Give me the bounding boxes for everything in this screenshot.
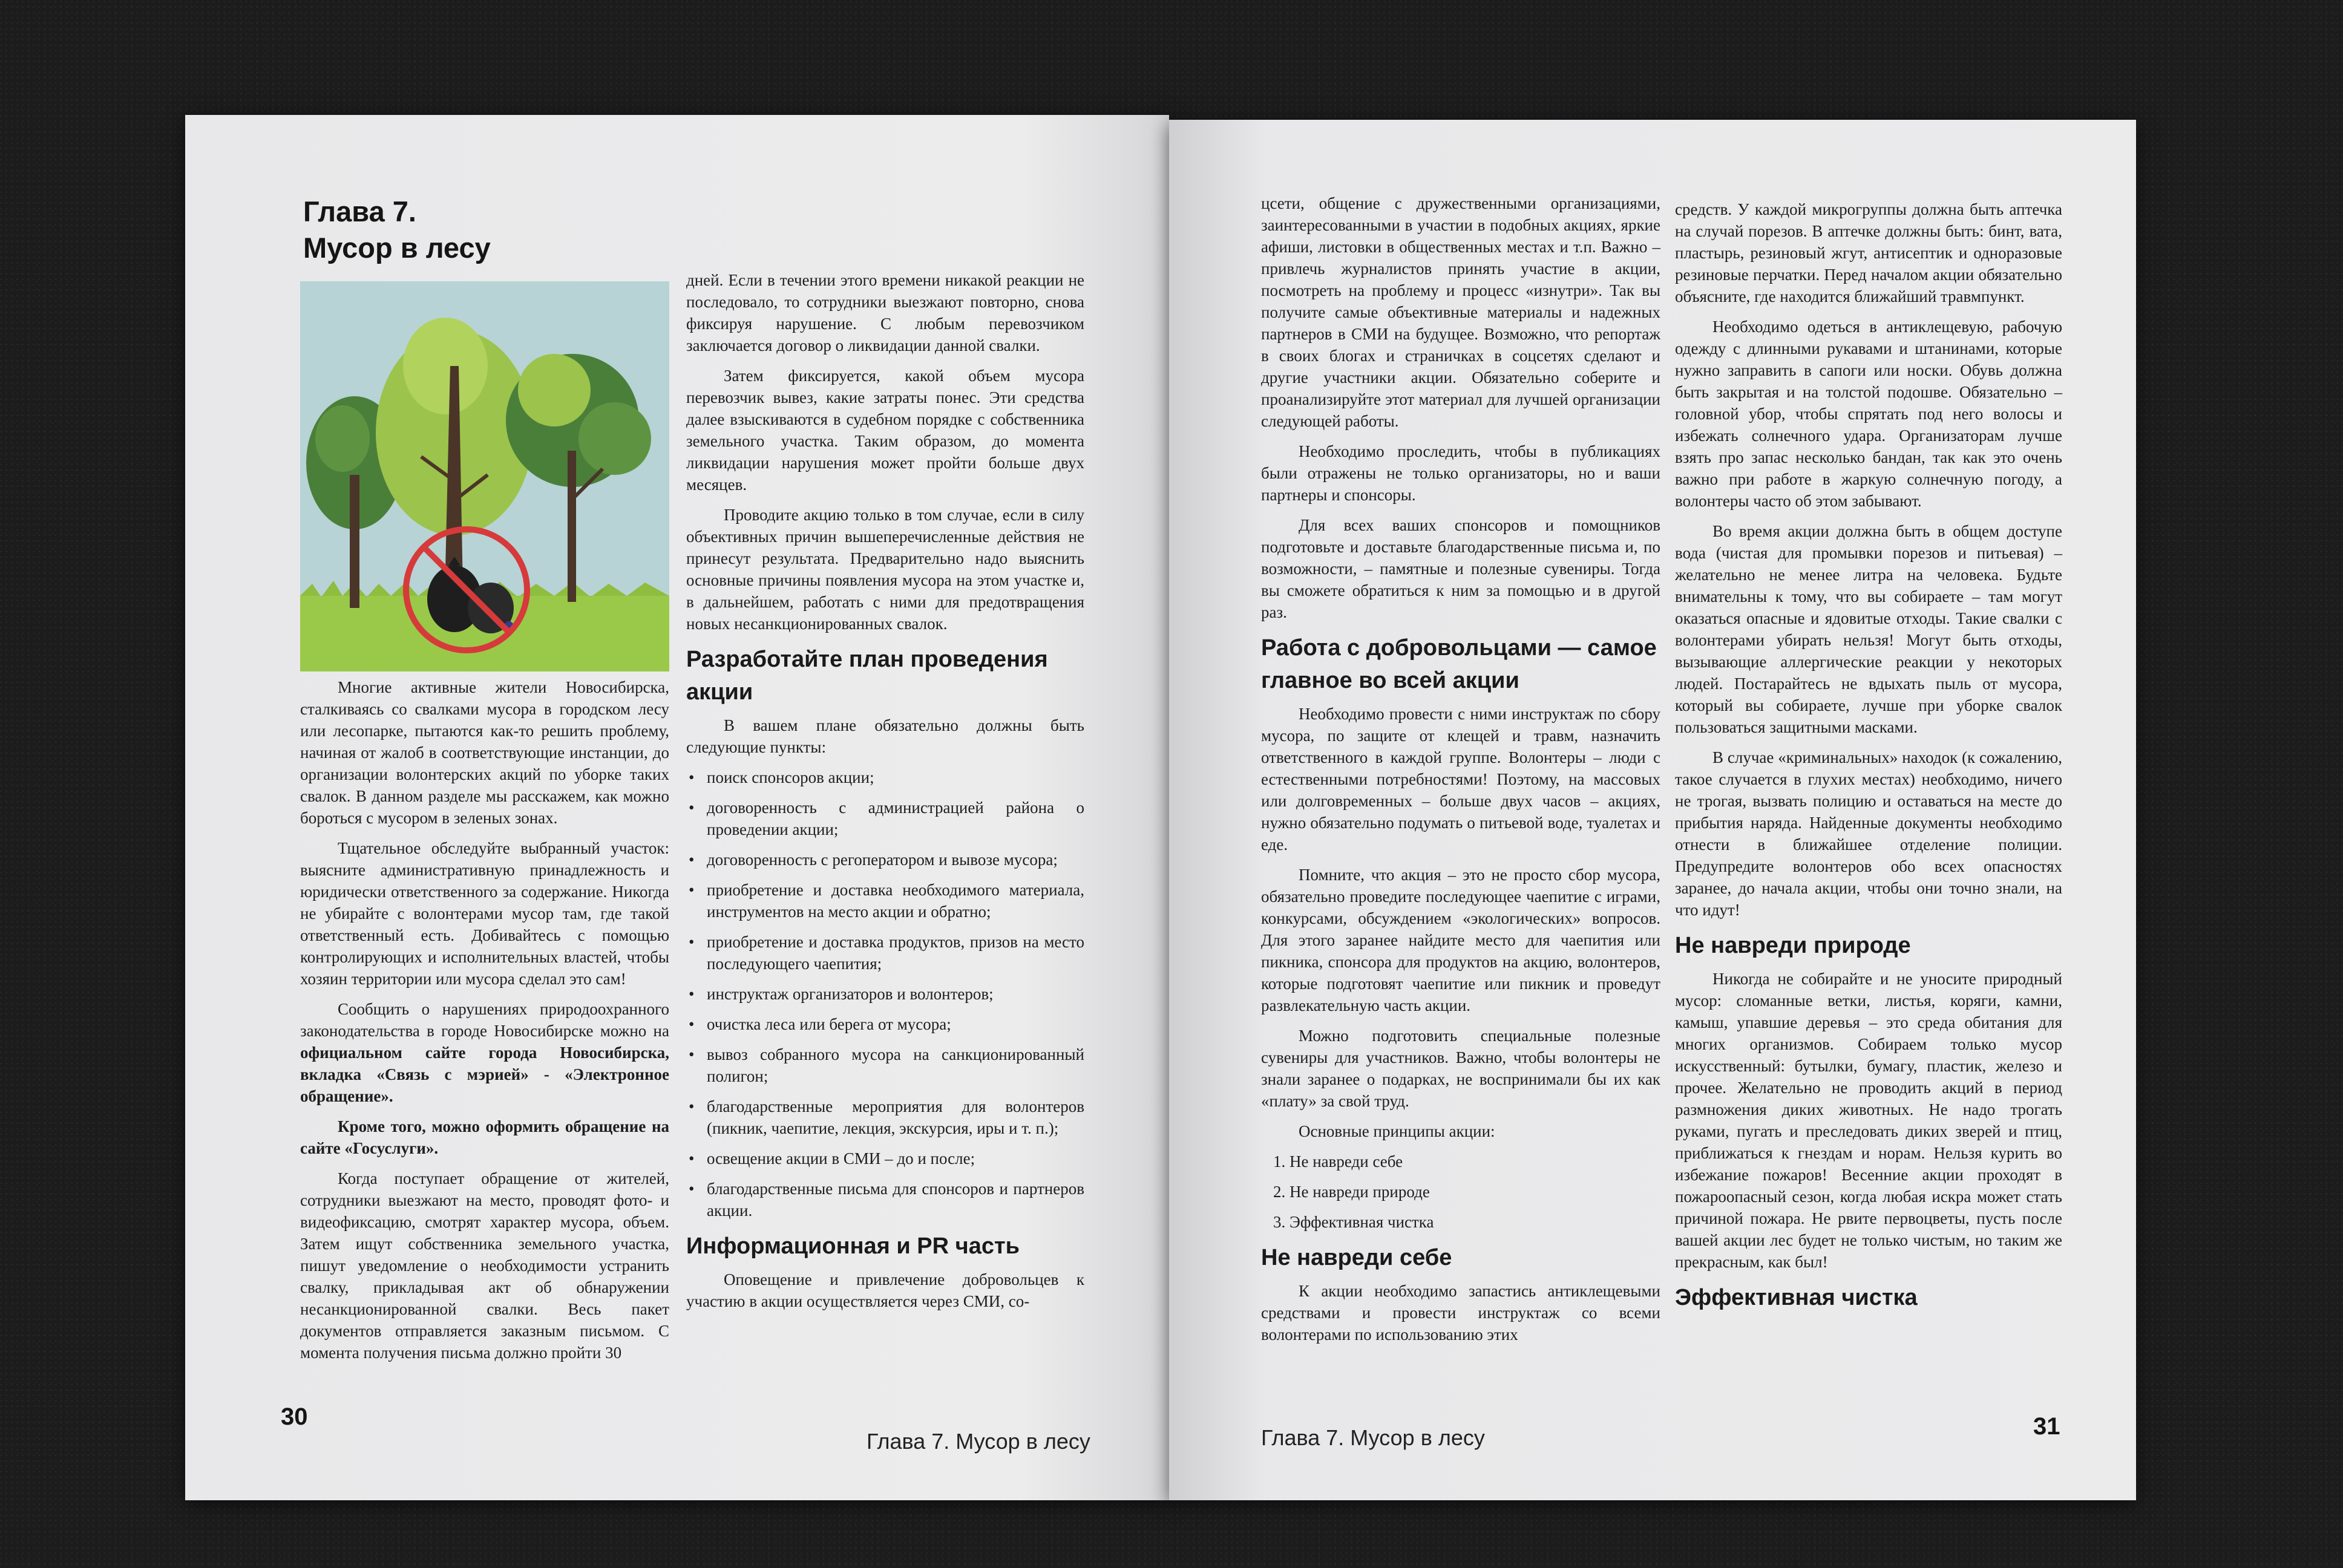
list-item: • освещение акции в СМИ – до и после; [686,1148,1084,1169]
paragraph: цсети, общение с дружественными организациями, заинтересованными в участии в подобных акциях, яркие афиши, листовки в общественных местах и т.п. Важно – привлечь журналистов принять участие в акции, посмотреть на проблему и процесс «изнутри». Так вы получите самые объективные материалы и надежных партнеров в СМИ на будущее. Возможно, что репортаж в своих блогах и страничках в соцсетях сделают и другие участники акции. Обязательно соберите и проанализируйте этот материал для лучшей организации следующей работы. [1261,194,1660,430]
section-heading: Эффективная чистка [1675,1285,1918,1310]
paragraph: В случае «криминальных» находок (к сожалению, такое случается в глухих местах) необходимо, ничего не трогая, вызвать полицию и оставаться на месте до прибытия наряда. Найденные документы необходимо отнести в ближайшее отделение полиции. Предупредите волонтеров обо всех опасностях заранее, до начала акции, чтобы они точно знали, на что идут! [1675,748,2062,919]
paragraph [300,998,669,1107]
paragraph: Оповещение и привлечение добровольцев к участию в акции осуществляется через СМИ, со- [686,1270,1084,1310]
list-item: • поиск спонсоров акции; [686,766,1084,788]
right-page-column-1 [1261,192,1660,1354]
page-number: 30 [281,1403,308,1430]
list-item: • приобретение и доставка необходимого материала, инструментов на место акции и обратно; [686,879,1084,923]
left-page-column-1 [300,676,669,1372]
list-item: • инструктаж организаторов и волонтеров; [686,983,1084,1005]
paragraph: Тщательное обследуйте выбранный участок: выясните административную принадлежность и юридически ответственного за содержание. Никогда не убирайте с волонтерами мусор там, где такой ответственный есть. Добивайтесь с помощью контролирующих и исполнительных властей, чтобы хозяин территории или мусора сделал это сам! [300,839,669,988]
running-head: Глава 7. Мусор в лесу [867,1429,1090,1454]
bold-link-text: официальном сайте города Новосибирска, вкладка «Связь с мэрией» - «Электронное обращение». [300,1044,669,1105]
list-item: • вывоз собранного мусора на санкционированный полигон; [686,1044,1084,1087]
list-item: • благодарственные мероприятия для волонтеров (пикник, чаепитие, лекция, экскурсия, иры и т. п.); [686,1096,1084,1139]
trees-no-garbage-illustration [300,281,669,671]
paragraph: Многие активные жители Новосибирска, сталкиваясь со свалками мусора в городском лесу или лесопарке, пытаются как-то решить проблему, начиная от жалоб в соответствующие инстанции, до организации волонтерских акций по уборке таких свалок. В данном разделе мы расскажем, как можно бороться с мусором в зеленых зонах. [300,678,669,827]
list-item: • договоренность с администрацией района о проведении акции; [686,797,1084,840]
paragraph: дней. Если в течении этого времени никакой реакции не последовало, то сотрудники выезжают повторно, снова фиксируя нарушение. С любым перевозчиком заключается договор о ликвидации данной свалки. [686,271,1084,354]
left-page [185,115,1169,1500]
section-heading: Информационная и PR часть [686,1233,1020,1259]
text-span: Сообщить о нарушениях природоохранного законодательства в городе Новосибирске можно на [300,1000,669,1040]
paragraph: средств. У каждой микрогруппы должна быть аптечка на случай порезов. В аптечке должны быть: бинт, вата, пластырь, резиновый жгут, антисептик и одноразовые резиновые перчатки. Перед началом акции обязательно объясните, где находится ближайший травмпункт. [1675,200,2062,305]
paragraph: К акции необходимо запастись антиклещевыми средствами и провести инструктаж со всеми волонтерами по использованию этих [1261,1282,1660,1344]
list-item: 1. Не навреди себе [1273,1152,1403,1171]
left-page-column-2 [686,269,1084,1321]
paragraph: Необходимо провести с ними инструктаж по сбору мусора, по защите от клещей и травм, назначить ответственного в каждой группе. Волонтеры – люди с естественными потребностями! Поэтому, на массовых или долговременных – больше двух часов – акциях, нужно обязательно подумать о питьевой воде, туалетах и еде. [1261,705,1660,854]
forest-illustration-icon [300,281,669,671]
principles-list [1261,1151,1660,1233]
chapter-number: Глава 7. [303,195,416,227]
list-item: • договоренность с регоператором и вывозе мусора; [686,849,1084,871]
paragraph: Для всех ваших спонсоров и помощников подготовьте и доставьте благодарственные письма и, по возможности, – памятные и полезные сувениры. Тогда вы сможете обратиться к ним за помощью и в другой раз. [1261,516,1660,621]
paragraph: Помните, что акция – это не просто сбор мусора, обязательно проведите последующее чаепитие с играми, конкурсами, обсуждением «экологических» вопросов. Для этого заранее найдите место для чаепития или пикника, спонсора для продуктов на акцию, волонтеров, которые подготовят чаепитие или пикник и проведут развлекательную часть акции. [1261,866,1660,1014]
running-head: Глава 7. Мусор в лесу [1261,1425,1485,1450]
paragraph: Основные принципы акции: [1299,1122,1495,1140]
chapter-name: Мусор в лесу [303,232,491,264]
right-page-column-2 [1675,198,2062,1320]
right-page [1169,120,2136,1500]
section-heading: Не навреди природе [1675,933,1911,958]
bold-text: Кроме того, можно оформить обращение на сайте «Госуслуги». [300,1117,669,1157]
paragraph: Проводите акцию только в том случае, если в силу объективных причин вышеперечисленные действия не принесут результата. Предварительно надо выяснить основные причины появления мусора на этом участке и, в дальнейшем, работать с ними для предотвращения новых несанкционированных свалок. [686,506,1084,633]
paragraph: Можно подготовить специальные полезные сувениры для участников. Важно, чтобы волонтеры не знали заранее о подарках, не воспринимали бы их как «плату» за свой труд. [1261,1027,1660,1110]
section-heading: Работа с добровольцами — самое главное во всей акции [1261,635,1657,693]
paragraph: Никогда не собирайте и не уносите природный мусор: сломанные ветки, листья, коряги, камни, камыш, упавшие деревья – это среда обитания для многих организмов. Собираем только мусор искусственный: бутылки, бумагу, пластик, железо и прочее. Желательно не проводить акций в период размножения диких животных. Не надо трогать руками, пугать и преследовать диких зверей и птиц, приближаться к гнездам и норам. Нельзя курить во избежание пожаров! Весенние акции проходят в пожароопасный сезон, когда любая искра может стать причиной пожара. Не рвите первоцветы, пусть после вашей акции лес будет не только чистым, но таким же прекрасным, как был! [1675,970,2062,1271]
paragraph [300,1116,669,1159]
section-heading: Не навреди себе [1261,1245,1452,1270]
list-item: 2. Не навреди природе [1273,1183,1430,1201]
list-item: • очистка леса или берега от мусора; [686,1013,1084,1035]
section-heading: Разработайте план проведения акции [686,647,1048,705]
paragraph: В вашем плане обязательно должны быть следующие пункты: [686,716,1084,756]
paragraph: Во время акции должна быть в общем доступе вода (чистая для промывки порезов и питьевая) – желательно не менее литра на человека. Будьте внимательны к тому, что вы собираете – там могут оказаться опасные и ядовитые отходы. Такие свалки с волонтерами убирать нельзя! Могут быть отходы, вызывающие аллергические реакции у некоторых людей. Постарайтесь не вдыхать пыль от мусора, который вы собираете, лучше при уборке свалок пользоваться защитными масками. [1675,522,2062,736]
list-item: • приобретение и доставка продуктов, призов на место последующего чаепития; [686,931,1084,975]
paragraph: Необходимо одеться в антиклещевую, рабочую одежду с длинными рукавами и штанинами, которые нужно заправить в сапоги или носки. Обувь должна быть закрытая и на толстой подошве. Обязательно – головной убор, чтобы спрятать под него волосы и избежать солнечного удара. Организаторам лучше взять про запас несколько бандан, так как это очень важно при работе в жаркую солнечную погоду, а волонтеры часто об этом забывают. [1675,318,2062,510]
page-number: 31 [2033,1413,2060,1440]
paragraph: Когда поступает обращение от жителей, сотрудники выезжают на место, проводят фото- и видеофиксацию, смотрят характер мусора, объем. Затем ищут собственника земельного участка, пишут уведомление о необходимости устранить свалку, прикладывая акт об обнаружении несанкционированной свалки. Весь пакет документов отправляется заказным письмом. С момента получения письма должно пройти 30 [300,1169,669,1362]
list-item: • благодарственные письма для спонсоров и партнеров акции. [686,1178,1084,1221]
plan-list [686,766,1084,1221]
chapter-title [303,194,491,266]
paragraph: Необходимо проследить, чтобы в публикациях были отражены не только организаторы, но и ваши партнеры и спонсоры. [1261,442,1660,504]
paragraph: Затем фиксируется, какой объем мусора перевозчик вывез, какие затраты понес. Эти средства далее взыскиваются в судебном порядке с собственника земельного участка. Таким образом, до момента ликвидации нарушения может пройти больше двух месяцев. [686,367,1084,494]
list-item: 3. Эффективная чистка [1273,1213,1434,1231]
